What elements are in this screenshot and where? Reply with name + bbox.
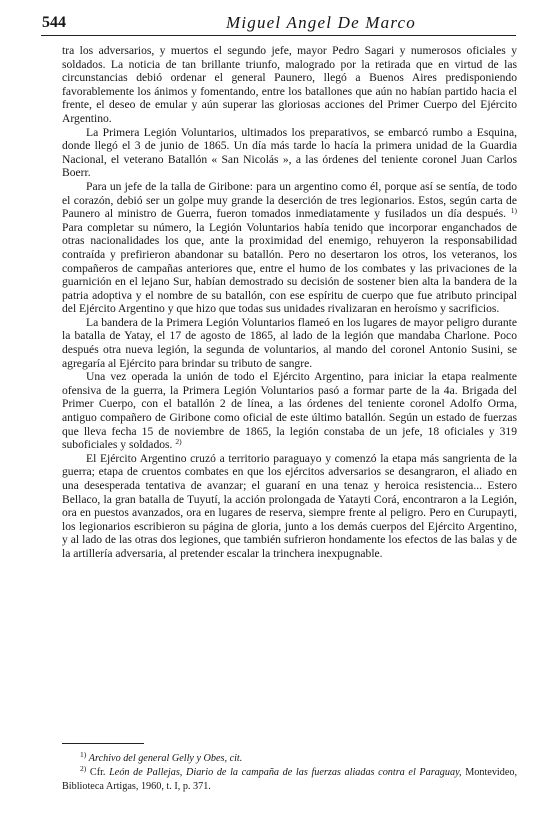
footnotes	[62, 752, 517, 794]
footnote-2-mark: 2)	[80, 764, 87, 773]
paragraph-4: La bandera de la Primera Legión Voluntarios flameó en los lugares de mayor peligro durante la batalla de Yatay, el 17 de agosto de 1865, al lado de la legión que mandaba Charlone. Poco después otra nueva legión, la segunda de voluntarios, al mando del coronel Antonio Susini, se agregaría al Ejército para brindar su tributo de sangre.	[62, 315, 517, 370]
header-rule	[41, 35, 516, 36]
paragraph-3-text-a: Para un jefe de la talla de Giribone: para un argentino como él, porque así se sentía, de todo el corazón, debió ser un golpe muy grande la deserción de tres legionarios. Estos, según carta de Paunero al ministro de Guerra, fueron tomados inmediatamente y fusilados un día después.	[62, 179, 517, 221]
body-text	[62, 44, 517, 561]
footnote-ref-2: 2)	[175, 437, 182, 447]
page-header	[0, 11, 550, 37]
footnote-1	[62, 752, 517, 766]
footnote-1-mark: 1)	[80, 750, 87, 759]
paragraph-3	[62, 180, 517, 316]
paragraph-6: El Ejército Argentino cruzó a territorio paraguayo y comenzó la etapa más sangrienta de la guerra; etapa de cruentos combates en que los ejércitos adversarios se desangraron, el aliado en una desesperada tentativa de avanzar; el guaraní en una tenaz y heroica resistencia... Estero Bellaco, la gran batalla de Tuyutí, la acción prolongada de Yatayti Corá, encontraron a la Legión, ora en puestos avanzados, ora en lugares de reserva, siempre frente al peligro. Pero en Curupayti, los legionarios escribieron su página de gloria, junto a los demás cuerpos del Ejército Argentino, y al lado de las otras dos legiones, que también sufrieron hondamente los efectos de las balas y de la artillería adversaria, al pretender escalar la trinchera inexpugnable.	[62, 451, 517, 560]
paragraph-2: La Primera Legión Voluntarios, ultimados los preparativos, se embarcó rumbo a Esquina, donde llegó el 3 de junio de 1865. Un día más tarde lo hacía la primera unidad de la Guardia Nacional, el veterano Batallón « San Nicolás », a las órdenes del teniente coronel Juan Carlos Boerr.	[62, 125, 517, 180]
paragraph-5-text: Una vez operada la unión de todo el Ejército Argentino, para iniciar la etapa realmente ofensiva de la guerra, la Primera Legión Voluntarios pasó a formar parte de la 4a. Brigada del Primer Cuerpo, con el batallón 2 de línea, a las órdenes del teniente coronel Adolfo Orma, antiguo compañero de Giribone como oficial de este último batallón. Según un estado de fuerzas que lleva fecha 15 de noviembre de 1865, la legión constaba de un jefe, 18 oficiales y 319 suboficiales y soldados.	[62, 370, 517, 452]
paragraph-1: tra los adversarios, y muertos el segundo jefe, mayor Pedro Sagari y numerosos oficiales y soldados. La noticia de tan brillante triunfo, malogrado por la retirada que en virtud de las circunstancias debió ordenar el general Paunero, llegó a Buenos Aires predisponiendo favorablemente los ánimos y fomentando, entre los batallones que aún no habían partido hacia el frente, el deseo de emular y aún superar las gloriosas acciones del Primer Cuerpo del Ejército Argentino.	[62, 44, 517, 125]
running-head: Miguel Angel De Marco	[226, 13, 416, 32]
footnote-rule	[62, 743, 144, 744]
footnote-2-title: León de Pallejas, Diario de la campaña de las fuerzas aliadas contra el Paraguay,	[109, 767, 462, 778]
footnote-2-cite: Cfr.	[89, 767, 106, 778]
footnote-2-rest: Montevideo, Biblioteca Artigas, 1960, t. I, p. 371.	[62, 767, 518, 792]
footnote-1-text: Archivo del general Gelly y Obes, cit.	[88, 753, 243, 764]
paragraph-3-text-b: Para completar su número, la Legión Voluntarios había tenido que incorporar enganchados de otras nacionalidades los que, ante la proximidad del enemigo, rehuyeron la responsabilidad contraída y prefirieron abandonar su batallón. Pero no desertaron los otros, los veteranos, los compañeros de campañas anteriores que, entre el humo de los combates y las privaciones de la guarnición en el lejano Sur, habían demostrado su decisión de sostener bien alta la bandera de la patria adoptiva y el nombre de su batallón, con ese espíritu de cuerpo que fue atributo principal del Ejército Argentino y que hizo que todas sus unidades rivalizaran en heroísmo y sacrificios.	[62, 220, 517, 316]
footnote-2	[62, 766, 517, 794]
footnote-ref-1: 1)	[510, 206, 517, 216]
page-number: 544	[42, 14, 66, 31]
paragraph-5	[62, 370, 517, 452]
